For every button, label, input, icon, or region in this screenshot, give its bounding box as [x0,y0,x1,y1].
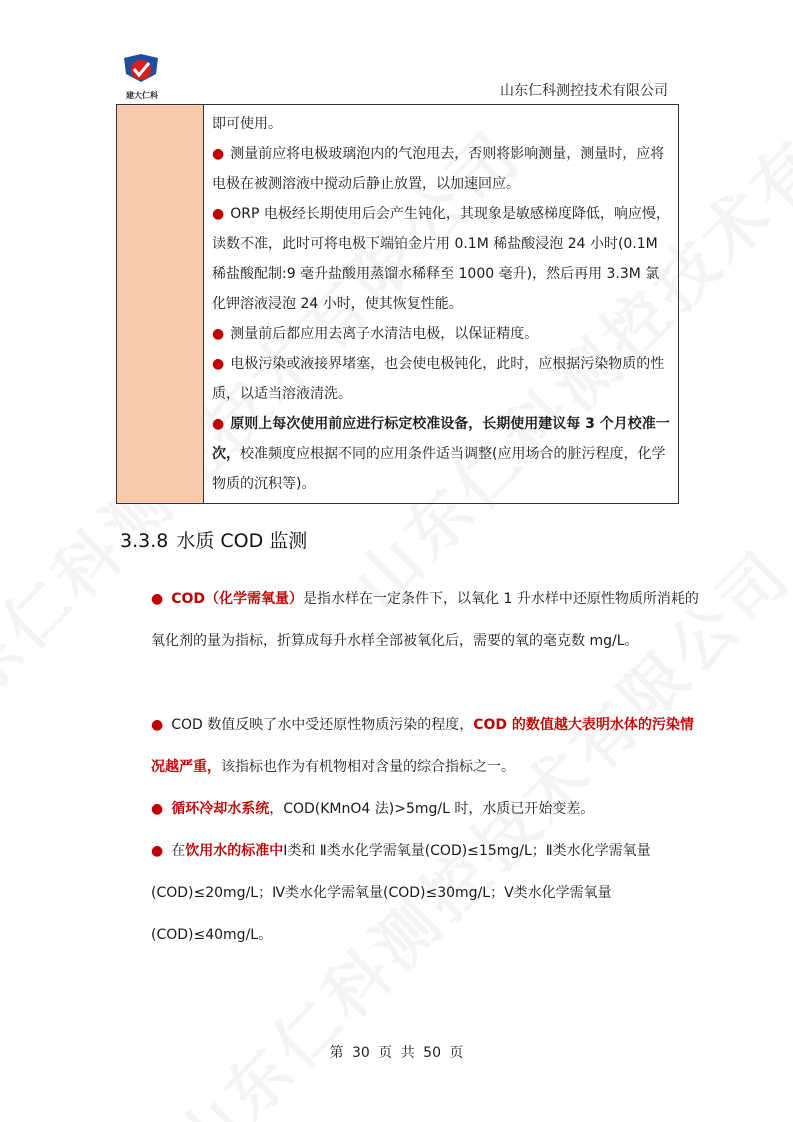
bullet-icon: ● [151,843,164,859]
logo-text: 建大仁科 [126,91,158,100]
note-bullet [212,139,670,199]
section-heading [120,526,307,553]
note-text: 测量前应将电极玻璃泡内的气泡甩去，否则将影响测量，测量时，应将电极在被测溶液中搅动后静止放置，以加速回应。 [212,146,665,192]
bullet-icon: ● [151,591,164,607]
note-text: ORP 电极经长期使用后会产生钝化，其现象是敏感梯度降低，响应慢，读数不准，此时可将电极下端铂金片用 0.1M 稀盐酸浸泡 24 小时(0.1M 稀盐酸配制:9 毫升盐酸用蒸馏水稀释至 1000 毫升)，然后再用 3.3M 氯化钾溶液浸泡 24 小时，使其恢复性能。 [212,206,670,312]
notes-table [116,104,679,504]
note-text: 测量前后都应用去离子水清洁电极，以保证精度。 [230,326,539,342]
note-bullet [212,349,670,409]
note-bullet [212,319,670,349]
highlight-text: 循环冷却水系统 [171,801,270,817]
paragraph [120,578,707,662]
bullet-icon: ● [212,206,225,222]
note-text: 校准频度应根据不同的应用条件适当调整(应用场合的脏污程度，化学物质的沉积等)。 [212,446,666,492]
bullet-icon: ● [212,146,225,162]
table-content-cell [204,105,679,504]
company-name: 山东仁科测控技术有限公司 [500,83,668,99]
section-title: 水质 COD 监测 [176,530,308,552]
table-side-cell [117,105,204,504]
highlight-text: COD（化学需氧量） [171,591,304,607]
paragraph-text: COD 数值反映了水中受还原性物质污染的程度， [171,717,474,733]
paragraph [120,704,707,788]
page-footer: 第 30 页 共 50 页 [329,1045,464,1061]
bullet-icon: ● [212,356,225,372]
paragraph-text: 该指标也作为有机物相对含量的综合指标之一。 [221,759,515,775]
section-number: 3.3.8 [120,530,169,552]
bullet-icon: ● [212,416,225,432]
bullet-icon: ● [151,717,164,733]
note-bullet [212,199,670,319]
highlight-text: 饮用水的标准中 [185,843,284,859]
paragraph-text: Ⅰ类和 Ⅱ类水化学需氧量(COD)≤15mg/L；Ⅱ类水化学需氧量(COD)≤20mg/L；Ⅳ类水化学需氧量(COD)≤30mg/L；Ⅴ类水化学需氧量(COD)≤40mg/L。 [151,843,651,943]
note-bold-text: 原则上每次使用前应进行标定校准设备，长期使用建议每 3 个月校准一次， [212,416,670,462]
note-bullet [212,409,670,499]
paragraph-text: 在 [171,843,186,859]
highlight-text: COD 的数值越大表明水体的污染情况越严重， [151,717,694,775]
paragraph [120,788,707,830]
paragraph-text: 是指水样在一定条件下，以氧化 1 升水样中还原性物质所消耗的氧化剂的量为指标，折算成每升水样全部被氧化后，需要的氧的毫克数 mg/L。 [151,591,699,649]
paragraph-text: ，COD(KMnO4 法)>5mg/L 时，水质已开始变差。 [269,801,595,817]
note-text: 电极污染或液接界堵塞，也会使电极钝化，此时，应根据污染物质的性质，以适当溶液清洗。 [212,356,665,402]
bullet-icon: ● [212,326,225,342]
bullet-icon: ● [151,801,164,817]
note-line: 即可使用。 [212,116,282,132]
paragraph [120,830,707,956]
